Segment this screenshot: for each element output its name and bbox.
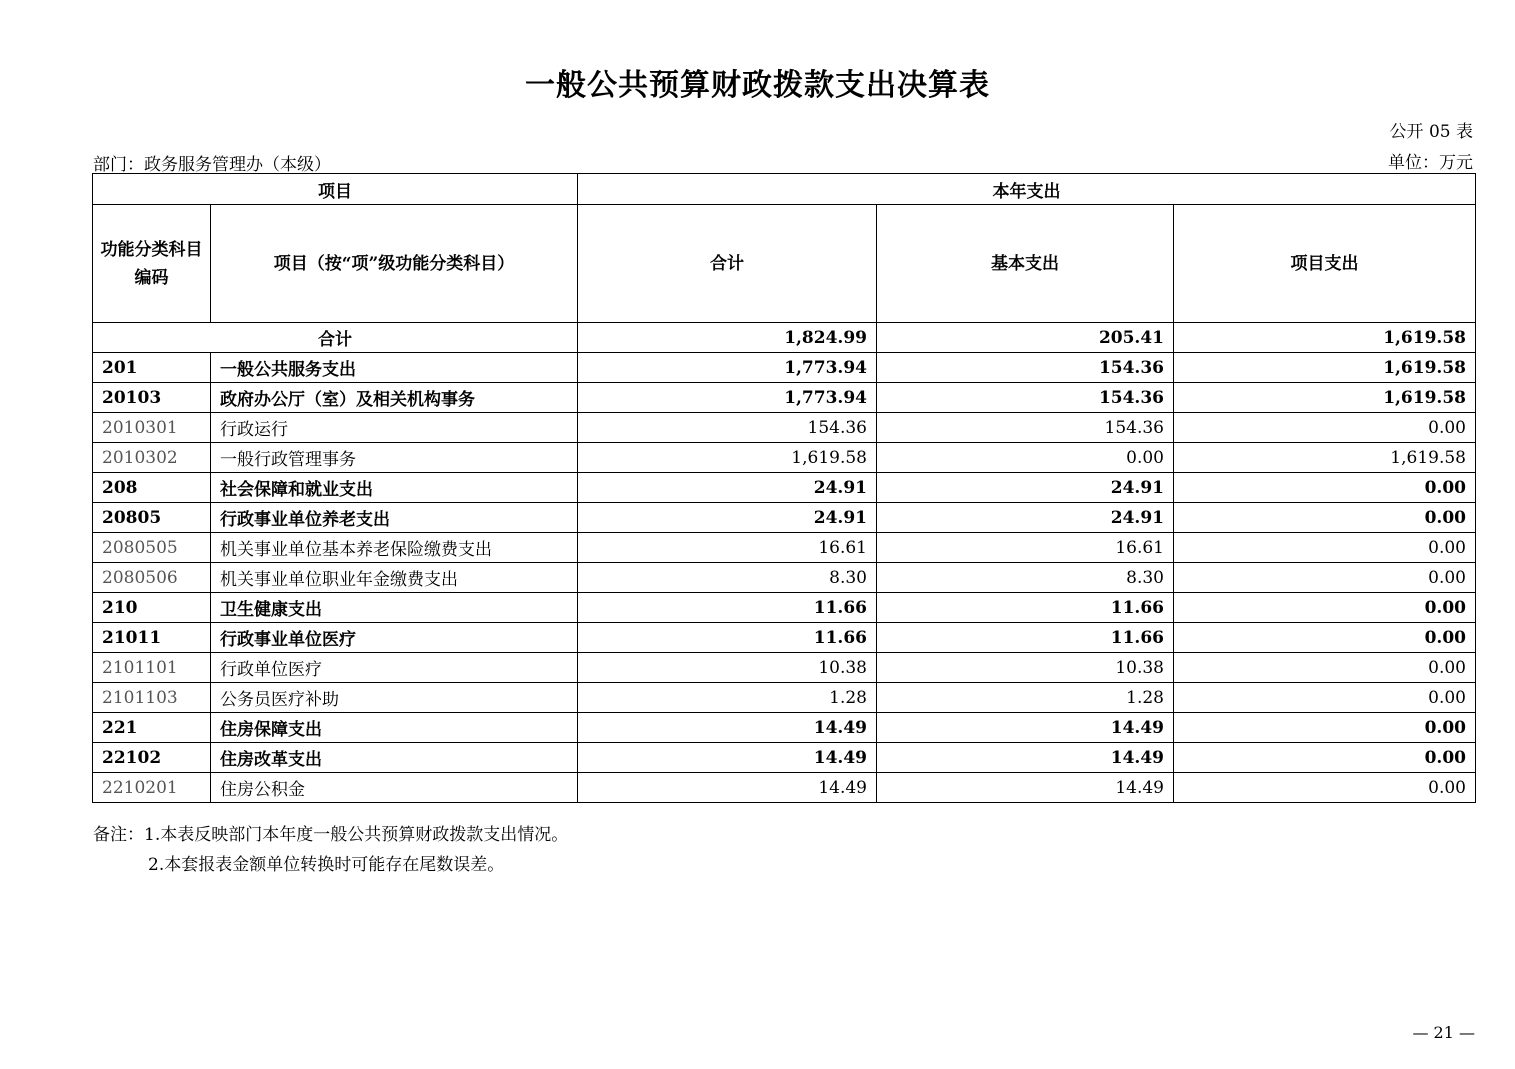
header-row-sub (93, 205, 1476, 323)
department-label: 部门：政务服务管理办（本级） (93, 155, 331, 175)
row-name: 社会保障和就业支出 (211, 473, 578, 503)
total-sum: 1,824.99 (578, 323, 877, 353)
table-row (93, 383, 1476, 413)
row-name: 一般行政管理事务 (211, 443, 578, 473)
total-project: 1,619.58 (1174, 323, 1476, 353)
row-total: 24.91 (578, 503, 877, 533)
table-row (93, 713, 1476, 743)
row-code: 21011 (93, 623, 211, 653)
row-total: 16.61 (578, 533, 877, 563)
row-project: 0.00 (1174, 413, 1476, 443)
header-row-top (93, 174, 1476, 205)
row-total: 11.66 (578, 593, 877, 623)
row-project: 0.00 (1174, 683, 1476, 713)
row-project: 0.00 (1174, 653, 1476, 683)
table-row (93, 473, 1476, 503)
row-basic: 1.28 (877, 683, 1174, 713)
table-row (93, 683, 1476, 713)
row-basic: 154.36 (877, 413, 1174, 443)
row-basic: 16.61 (877, 533, 1174, 563)
row-name: 机关事业单位职业年金缴费支出 (211, 563, 578, 593)
row-code: 210 (93, 593, 211, 623)
row-code: 2010301 (93, 413, 211, 443)
row-project: 1,619.58 (1174, 353, 1476, 383)
row-code: 201 (93, 353, 211, 383)
table-row (93, 653, 1476, 683)
row-project: 0.00 (1174, 533, 1476, 563)
row-basic: 14.49 (877, 713, 1174, 743)
row-code: 2101103 (93, 683, 211, 713)
row-basic: 154.36 (877, 353, 1174, 383)
row-code: 2080505 (93, 533, 211, 563)
row-code: 2010302 (93, 443, 211, 473)
row-basic: 0.00 (877, 443, 1174, 473)
row-project: 0.00 (1174, 563, 1476, 593)
table-row (93, 623, 1476, 653)
row-name: 行政事业单位养老支出 (211, 503, 578, 533)
row-total: 1,773.94 (578, 383, 877, 413)
row-total: 10.38 (578, 653, 877, 683)
unit-label: 单位：万元 (1388, 153, 1473, 173)
row-code: 208 (93, 473, 211, 503)
expenditure-table (92, 173, 1476, 803)
table-row (93, 353, 1476, 383)
row-code: 20805 (93, 503, 211, 533)
row-basic: 10.38 (877, 653, 1174, 683)
row-total: 1,773.94 (578, 353, 877, 383)
row-basic: 11.66 (877, 593, 1174, 623)
row-name: 住房公积金 (211, 773, 578, 803)
row-code: 2210201 (93, 773, 211, 803)
table-row (93, 593, 1476, 623)
row-basic: 11.66 (877, 623, 1174, 653)
table-row (93, 563, 1476, 593)
row-project: 0.00 (1174, 473, 1476, 503)
row-project: 0.00 (1174, 773, 1476, 803)
row-project: 0.00 (1174, 713, 1476, 743)
form-number: 公开 05 表 (1389, 122, 1473, 142)
remarks (93, 820, 568, 880)
row-name: 行政事业单位医疗 (211, 623, 578, 653)
row-total: 154.36 (578, 413, 877, 443)
total-basic: 205.41 (877, 323, 1174, 353)
table-row (93, 443, 1476, 473)
row-basic: 24.91 (877, 503, 1174, 533)
row-code: 2080506 (93, 563, 211, 593)
row-name: 卫生健康支出 (211, 593, 578, 623)
row-project: 0.00 (1174, 593, 1476, 623)
row-total: 11.66 (578, 623, 877, 653)
row-total: 1,619.58 (578, 443, 877, 473)
table-row (93, 503, 1476, 533)
row-total: 24.91 (578, 473, 877, 503)
table-row (93, 413, 1476, 443)
row-total: 1.28 (578, 683, 877, 713)
table-row (93, 533, 1476, 563)
row-name: 一般公共服务支出 (211, 353, 578, 383)
header-project: 项目支出 (1174, 205, 1476, 323)
row-name: 公务员医疗补助 (211, 683, 578, 713)
row-project: 1,619.58 (1174, 443, 1476, 473)
page-number: — 21 — (1412, 1023, 1475, 1042)
row-code: 22102 (93, 743, 211, 773)
total-label: 合计 (93, 323, 578, 353)
row-name: 机关事业单位基本养老保险缴费支出 (211, 533, 578, 563)
row-name: 住房保障支出 (211, 713, 578, 743)
header-basic: 基本支出 (877, 205, 1174, 323)
row-basic: 14.49 (877, 743, 1174, 773)
row-name: 政府办公厅（室）及相关机构事务 (211, 383, 578, 413)
row-project: 0.00 (1174, 743, 1476, 773)
header-current-year: 本年支出 (578, 174, 1476, 205)
row-project: 1,619.58 (1174, 383, 1476, 413)
row-name: 住房改革支出 (211, 743, 578, 773)
row-project: 0.00 (1174, 503, 1476, 533)
row-basic: 24.91 (877, 473, 1174, 503)
row-code: 2101101 (93, 653, 211, 683)
page-title: 一般公共预算财政拨款支出决算表 (525, 68, 990, 103)
row-project: 0.00 (1174, 623, 1476, 653)
row-total: 8.30 (578, 563, 877, 593)
row-code: 221 (93, 713, 211, 743)
row-name: 行政单位医疗 (211, 653, 578, 683)
table-row (93, 773, 1476, 803)
row-basic: 14.49 (877, 773, 1174, 803)
row-total: 14.49 (578, 773, 877, 803)
remark-line-2: 2.本套报表金额单位转换时可能存在尾数误差。 (148, 855, 505, 875)
header-total: 合计 (578, 205, 877, 323)
row-code: 20103 (93, 383, 211, 413)
remark-line-1: 备注：1.本表反映部门本年度一般公共预算财政拨款支出情况。 (93, 825, 569, 845)
header-item: 项目 (93, 174, 578, 205)
total-row (93, 323, 1476, 353)
row-basic: 8.30 (877, 563, 1174, 593)
header-code: 功能分类科目编码 (93, 205, 211, 323)
row-total: 14.49 (578, 713, 877, 743)
row-name: 行政运行 (211, 413, 578, 443)
table-row (93, 743, 1476, 773)
row-total: 14.49 (578, 743, 877, 773)
header-name: 项目（按“项”级功能分类科目） (211, 205, 578, 323)
row-basic: 154.36 (877, 383, 1174, 413)
